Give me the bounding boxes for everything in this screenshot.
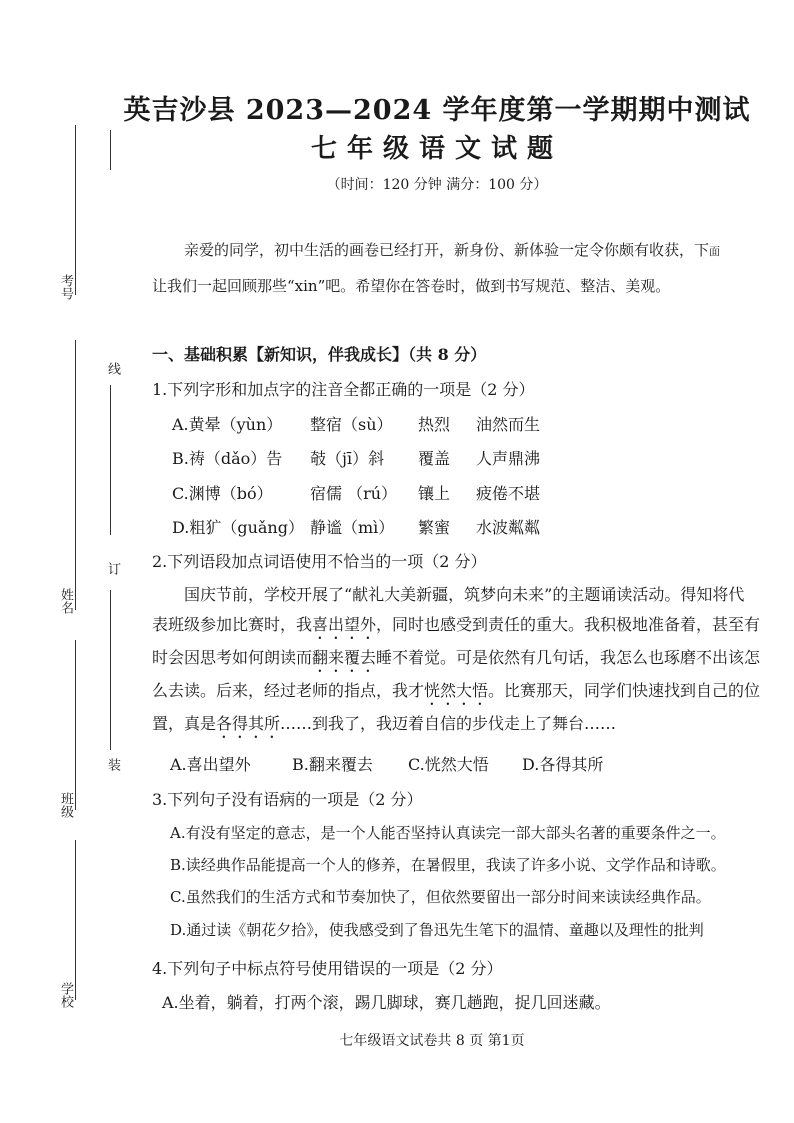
q2-marked-term-a: 喜出望外 [312, 615, 377, 634]
q2-option-d: D.各得其所 [522, 755, 604, 774]
q2-text: 时会因思考如何朗读而 [152, 648, 313, 667]
q2-stem: 2.下列语段加点词语使用不恰当的一项（2 分） [152, 552, 487, 571]
exam-subject: 七年级语文试题 [310, 134, 563, 164]
q1-row-b-3: 覆盖 [418, 449, 451, 468]
q2-text: 表班级参加比赛时，我 [152, 615, 313, 634]
seal-ding: 订 [105, 562, 120, 575]
school-label: 学校 [58, 982, 73, 1008]
q1-row-b-1: B.祷（dǎo）告 [172, 449, 283, 468]
q1-row-d-2: 静谧（mì） [310, 518, 395, 537]
q1-row-c-4: 疲倦不堪 [476, 484, 541, 503]
q1-row-a-3: 热烈 [418, 415, 451, 434]
q2-text: 置，真是 [152, 714, 217, 733]
class-label: 班级 [58, 792, 73, 818]
seal-zhuang: 装 [105, 758, 120, 771]
q2-passage-line-4 [152, 676, 780, 709]
q2-marked-term-c: 恍然大悟 [424, 681, 489, 700]
q1-stem: 1.下列字形和加点字的注音全都正确的一项是（2 分） [152, 380, 535, 399]
q3-option-d: D.通过读《朝花夕拾》，使我感受到了鲁迅先生笔下的温情、童趣以及理性的批判 [170, 921, 704, 939]
q1-row-a-2: 整宿（sù） [310, 415, 393, 434]
q1-row-d-4: 水波粼粼 [476, 518, 541, 537]
q4-option-a: A.坐着，躺着，打两个滚，踢几脚球，赛几趟跑，捉几回迷藏。 [162, 993, 611, 1012]
q4-stem: 4.下列句子中标点符号使用错误的一项是（2 分） [152, 959, 503, 978]
binding-line-4 [75, 840, 76, 1000]
intro-text-1: 亲爱的同学，初中生活的画卷已经打开，新身份、新体验一定令你颇有收获，下 [184, 241, 710, 259]
intro-line-2: 让我们一起回顾那些“xin”吧。希望你在答卷时，做到书写规范、整洁、美观。 [152, 277, 671, 295]
q2-text: ，同时也感受到责任的重大。我积极地准备着，甚至有 [376, 615, 761, 634]
seal-line-2 [110, 385, 111, 535]
section-title: 一、基础积累【新知识，伴我成长】（共 8 分） [152, 345, 487, 364]
name-label: 姓名 [58, 588, 73, 614]
q1-row-d-3: 繁蜜 [418, 518, 451, 537]
q3-option-c: C.虽然我们的生活方式和节奏加快了，但依然要留出一部分时间来读读经典作品。 [170, 888, 711, 906]
intro-text-1-cut: 面 [709, 245, 721, 258]
q2-marked-term-b: 翻来覆去 [312, 648, 377, 667]
q1-row-d-1: D.粗犷（guǎng） [172, 518, 304, 537]
q2-passage-line-2 [152, 610, 780, 643]
exam-no-label: 考号 [58, 274, 73, 300]
q2-text: 。比赛那天，同学们快速找到自己的位 [488, 681, 761, 700]
binding-line-3 [75, 640, 76, 810]
q1-row-a-1: A.黄晕（yùn） [172, 415, 283, 434]
intro-line-1 [152, 234, 780, 268]
time-and-score: （时间：120 分钟 满分：100 分） [326, 177, 548, 193]
q2-text: ……到我了，我迈着自信的步伐走上了舞台…… [280, 714, 617, 733]
q1-row-a-4: 油然而生 [476, 415, 541, 434]
binding-line-2 [75, 340, 76, 610]
q2-marked-term-d: 各得其所 [216, 714, 281, 733]
q3-stem: 3.下列句子没有语病的一项是（2 分） [152, 790, 423, 809]
q2-text: 睡不着觉。可是依然有几句话，我怎么也琢磨不出该怎 [376, 648, 761, 667]
q2-text: 么去读。后来，经过老师的指点，我才 [152, 681, 425, 700]
page-footer: 七年级语文试卷共 8 页 第1页 [339, 1033, 525, 1049]
q2-option-a: A.喜出望外 [170, 755, 251, 774]
q3-option-a: A.有没有坚定的意志，是一个人能否坚持认真读完一部大部头名著的重要条件之一。 [170, 824, 726, 842]
q2-passage-line-1: 国庆节前，学校开展了“献礼大美新疆，筑梦向未来”的主题诵读活动。得知将代 [184, 585, 745, 604]
seal-line-3 [110, 590, 111, 750]
q1-row-b-4: 人声鼎沸 [476, 449, 541, 468]
q1-row-b-2: 攲（jī）斜 [310, 449, 385, 468]
seal-xian: 线 [105, 362, 120, 375]
q2-passage [152, 580, 780, 742]
q1-row-c-2: 宿儒 （rú） [310, 484, 398, 503]
q1-row-c-1: C.渊博（bó） [172, 484, 273, 503]
q2-passage-line-5 [152, 709, 780, 742]
q1-row-c-3: 镶上 [418, 484, 451, 503]
q2-passage-line-3 [152, 643, 780, 676]
exam-title: 英吉沙县 2023—2024 学年度第一学期期中测试 [123, 95, 751, 126]
q2-option-b: B.翻来覆去 [292, 755, 373, 774]
q3-option-b: B.读经典作品能提高一个人的修养，在暑假里，我读了许多小说、文学作品和诗歌。 [170, 856, 726, 874]
q2-option-c: C.恍然大悟 [408, 755, 489, 774]
